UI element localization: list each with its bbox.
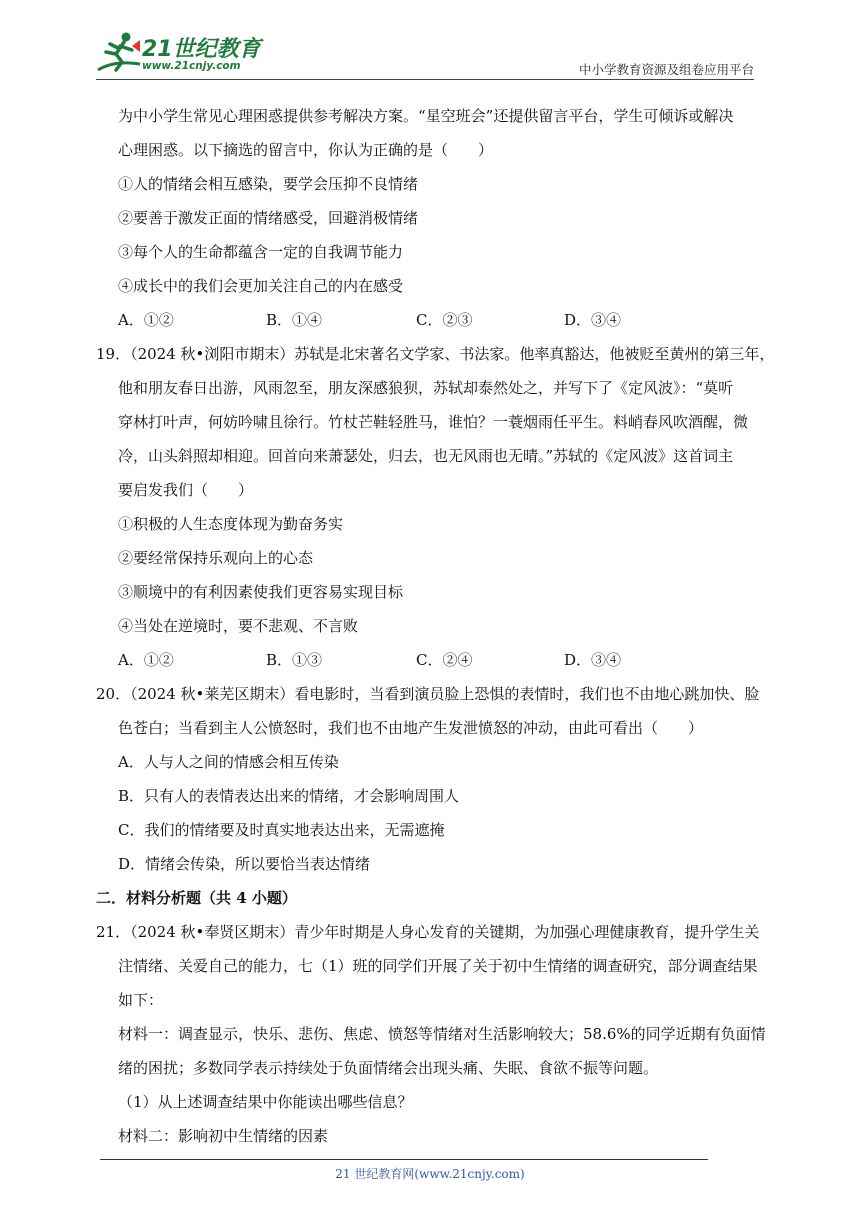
statement-item: ③每个人的生命都蕴含一定的自我调节能力 xyxy=(118,243,404,261)
material-one: 材料一：调查显示，快乐、悲伤、焦虑、愤怒等情绪对生活影响较大；58.6%的同学近期有负面情 xyxy=(118,1025,766,1043)
statement-item: ②要善于激发正面的情绪感受，回避消极情绪 xyxy=(118,209,419,227)
text-line: 心理困惑。以下摘选的留言中，你认为正确的是（ ） xyxy=(118,141,494,159)
site-logo[interactable] xyxy=(96,30,266,78)
text-line: 绪的困扰；多数同学表示持续处于负面情绪会出现头痛、失眠、食欲不振等问题。 xyxy=(118,1059,659,1077)
statement-item: ②要经常保持乐观向上的心态 xyxy=(118,549,314,567)
text-line: 冷，山头斜照却相迎。回首向来萧瑟处，归去，也无风雨也无晴。”苏轼的《定风波》这首词主 xyxy=(118,447,734,465)
option-a[interactable]: A．人与人之间的情感会相互传染 xyxy=(118,753,339,771)
material-two: 材料二：影响初中生情绪的因素 xyxy=(118,1127,329,1145)
text-line: 穿林打叶声，何妨吟啸且徐行。竹杖芒鞋轻胜马，谁怕？一蓑烟雨任平生。料峭春风吹酒醒，微 xyxy=(118,413,749,431)
platform-title: 中小学教育资源及组卷应用平台 xyxy=(578,62,754,77)
text-line: 为中小学生常见心理困惑提供参考解决方案。“星空班会”还提供留言平台，学生可倾诉或解决 xyxy=(118,107,734,125)
option-c[interactable]: C．②④ xyxy=(416,651,473,669)
statement-item: ④成长中的我们会更加关注自己的内在感受 xyxy=(118,277,404,295)
question-21: 21．（2024 秋•奉贤区期末）青少年时期是人身心发育的关键期，为加强心理健康教育，提升学生关 xyxy=(96,923,760,941)
section-heading: 二．材料分析题（共 4 小题） xyxy=(96,889,297,907)
question-20: 20．（2024 秋•莱芜区期末）看电影时，当看到演员脸上恐惧的表情时，我们也不由地心跳加快、脸 xyxy=(96,685,760,703)
statement-item: ④当处在逆境时，要不悲观、不言败 xyxy=(118,617,359,635)
footer-divider xyxy=(100,1159,708,1160)
text-line: 他和朋友春日出游，风雨忽至，朋友深感狼狈，苏轼却泰然处之，并写下了《定风波》：“莫听 xyxy=(118,379,734,397)
text-line: 要启发我们（ ） xyxy=(118,481,254,499)
statement-item: ③顺境中的有利因素使我们更容易实现目标 xyxy=(118,583,404,601)
option-d[interactable]: D．③④ xyxy=(564,651,622,669)
header-divider xyxy=(96,79,754,80)
option-a[interactable]: A．①② xyxy=(118,651,174,669)
option-d[interactable]: D．情绪会传染，所以要恰当表达情绪 xyxy=(118,855,371,873)
logo-url: www.21cnjy.com xyxy=(142,60,241,72)
sub-question: （1）从上述调查结果中你能读出哪些信息？ xyxy=(118,1093,413,1111)
text-line: 色苍白；当看到主人公愤怒时，我们也不由地产生发泄愤怒的冲动，由此可看出（ ） xyxy=(118,719,704,737)
footer-link[interactable]: 21 世纪教育网(www.21cnjy.com) xyxy=(335,1167,525,1181)
option-d[interactable]: D．③④ xyxy=(564,311,622,329)
text-line: 注情绪、关爱自己的能力，七（1）班的同学们开展了关于初中生情绪的调查研究，部分调查结果 xyxy=(118,957,758,975)
option-b[interactable]: B．只有人的表情表达出来的情绪，才会影响周围人 xyxy=(118,787,460,805)
option-a[interactable]: A．①② xyxy=(118,311,174,329)
statement-item: ①人的情绪会相互感染，要学会压抑不良情绪 xyxy=(118,175,419,193)
question-19: 19．（2024 秋•浏阳市期末）苏轼是北宋著名文学家、书法家。他率真豁达，他被贬至黄州的第三年， xyxy=(96,345,775,363)
option-c[interactable]: C．我们的情绪要及时真实地表达出来，无需遮掩 xyxy=(118,821,445,839)
option-b[interactable]: B．①③ xyxy=(266,651,323,669)
page-header xyxy=(0,0,860,80)
option-b[interactable]: B．①④ xyxy=(266,311,323,329)
text-line: 如下： xyxy=(118,991,164,1009)
logo-text: 21世纪教育 xyxy=(142,37,261,62)
statement-item: ①积极的人生态度体现为勤奋务实 xyxy=(118,515,344,533)
option-c[interactable]: C．②③ xyxy=(416,311,473,329)
runner-icon xyxy=(96,30,144,76)
